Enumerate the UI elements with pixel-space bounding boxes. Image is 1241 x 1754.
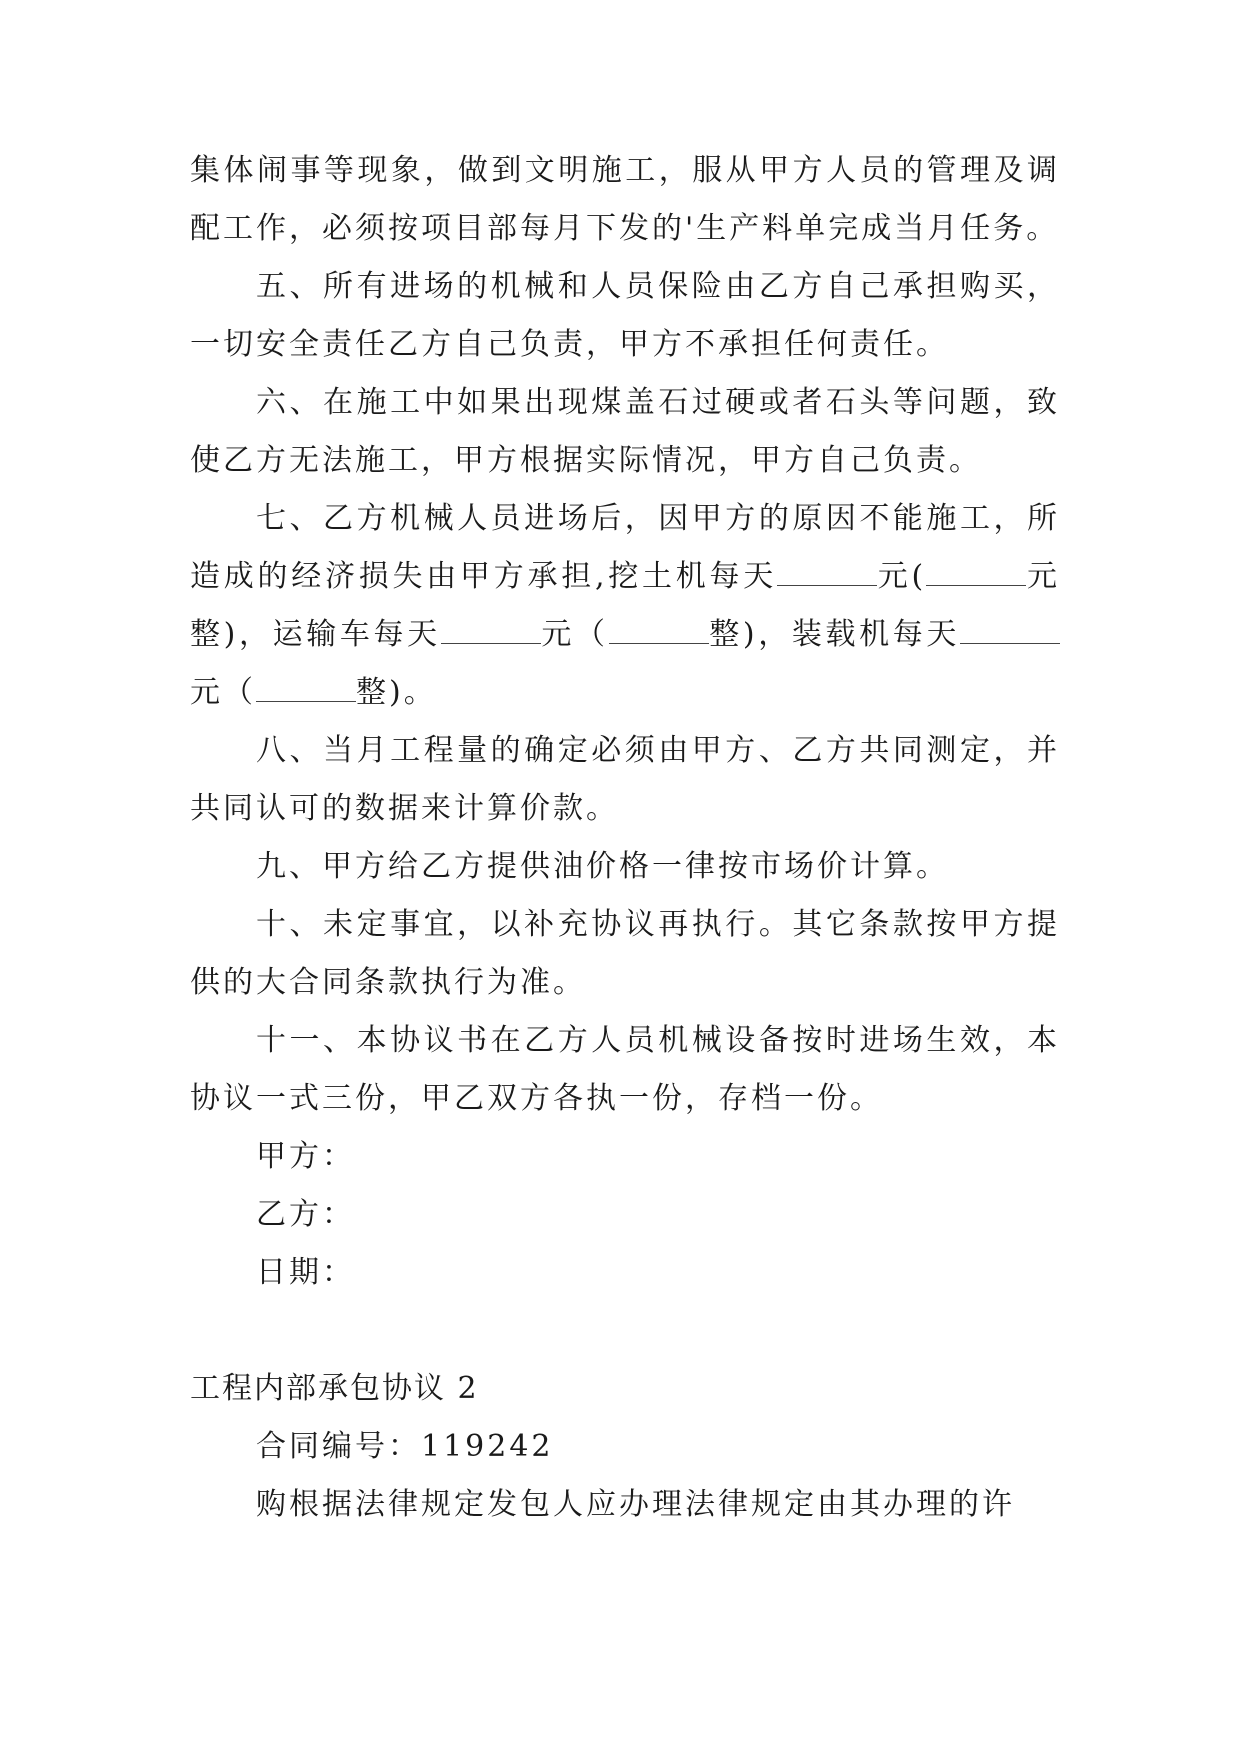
- section-2-first-line: 购根据法律规定发包人应办理法律规定由其办理的许: [256, 1487, 1015, 1522]
- clause-7-text-4: 元（: [540, 617, 609, 652]
- clause-7: [190, 490, 1060, 722]
- clause-7-text-5: 整)，装载机每天: [708, 617, 960, 652]
- contract-number: 合同编号：119242: [256, 1429, 554, 1464]
- clause-7-text-6: 元（: [190, 675, 256, 710]
- fill-blank-truck-words: [609, 617, 709, 644]
- signature-party-b: 乙方：: [256, 1197, 355, 1232]
- fill-blank-truck-amount: [441, 617, 541, 644]
- fill-blank-excavator-words: [926, 559, 1026, 586]
- section-2-title: 工程内部承包协议 2: [190, 1371, 479, 1406]
- document-page: [190, 142, 1060, 1534]
- signature-date: 日期：: [256, 1255, 355, 1290]
- clause-9: 九、甲方给乙方提供油价格一律按市场价计算。: [256, 849, 949, 884]
- clause-7-text-1: 七、乙方机械人员进场后，因甲方的原因不能施工，所造成的经济损失由甲方承担,挖土机每天: [190, 501, 1060, 594]
- clause-7-text-2: 元(: [877, 559, 927, 594]
- section-spacer: [190, 1302, 1060, 1360]
- clause-11: 十一、本协议书在乙方人员机械设备按时进场生效，本协议一式三份，甲乙双方各执一份，存档一份。: [190, 1023, 1060, 1116]
- fill-blank-loader-amount: [960, 617, 1060, 644]
- fill-blank-excavator-amount: [777, 559, 877, 586]
- paragraph-continuation: 集体闹事等现象，做到文明施工，服从甲方人员的管理及调配工作，必须按项目部每月下发的'生产料单完成当月任务。: [190, 153, 1060, 246]
- clause-7-text-3: 元整)，运输车每天: [190, 559, 1060, 652]
- signature-party-a: 甲方：: [256, 1139, 355, 1174]
- clause-8: 八、当月工程量的确定必须由甲方、乙方共同测定，并共同认可的数据来计算价款。: [190, 733, 1060, 826]
- clause-7-text-7: 整)。: [356, 675, 437, 710]
- clause-10: 十、未定事宜，以补充协议再执行。其它条款按甲方提供的大合同条款执行为准。: [190, 907, 1060, 1000]
- fill-blank-loader-words: [256, 675, 356, 702]
- clause-5: 五、所有进场的机械和人员保险由乙方自己承担购买，一切安全责任乙方自己负责，甲方不承担任何责任。: [190, 269, 1060, 362]
- clause-6: 六、在施工中如果出现煤盖石过硬或者石头等问题，致使乙方无法施工，甲方根据实际情况，甲方自己负责。: [190, 385, 1060, 478]
